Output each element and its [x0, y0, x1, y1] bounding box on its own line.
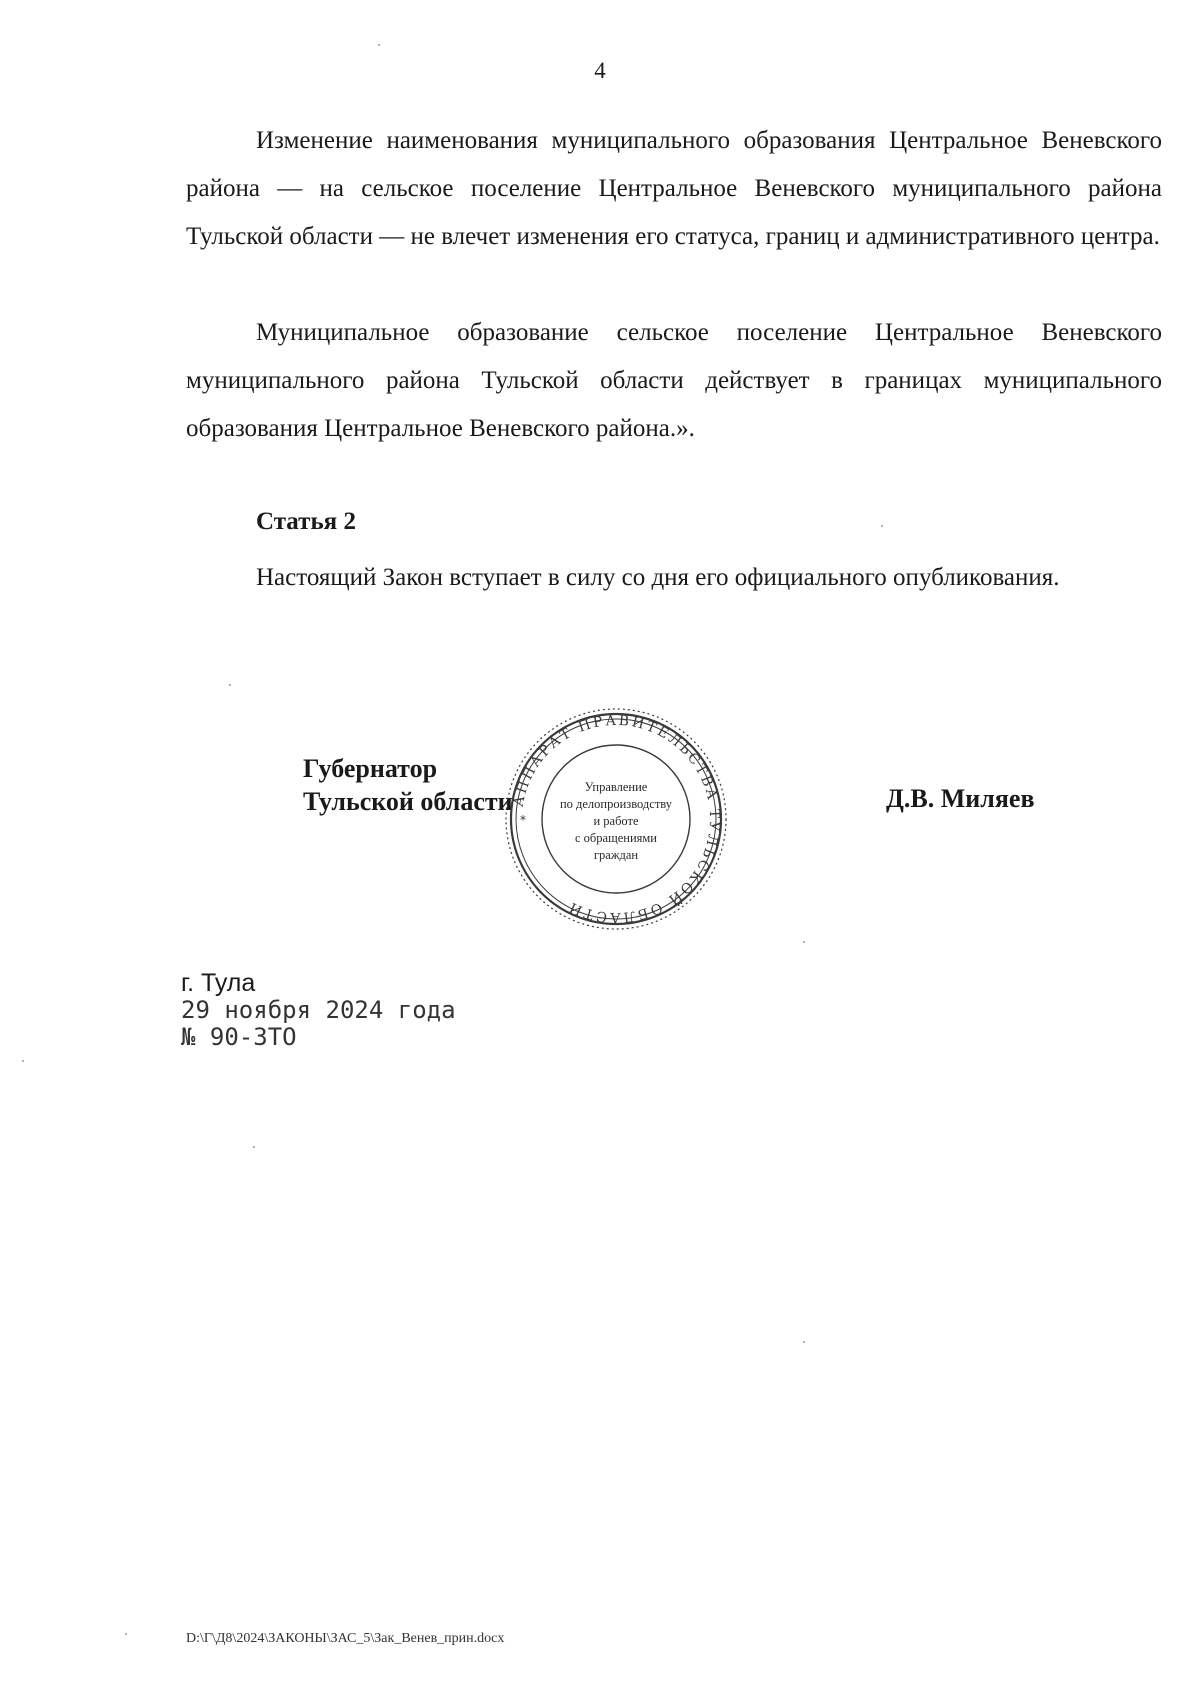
law-meta — [181, 970, 456, 1051]
meta-city: г. Тула — [181, 969, 256, 997]
stamp-center-line: с обращениями — [575, 831, 657, 845]
governor-title — [303, 752, 513, 818]
stamp-ring-text: АППАРАТ ПРАВИТЕЛЬСТВА ТУЛЬСКОЙ ОБЛАСТИ — [510, 712, 723, 926]
article-title: Статья 2 — [256, 508, 356, 535]
paragraph-text: Муниципальное образование сельское поселение Центральное Веневского муниципального района Тульской области действует в границах муниципального образования Центральное Веневского района.». — [186, 319, 1162, 442]
governor-name: Д.В. Миляев — [886, 784, 1035, 813]
governor-title-line2: Тульской области — [303, 787, 513, 816]
scan-speck — [22, 1060, 24, 1062]
stamp-star-icon: * — [520, 813, 526, 827]
meta-date: 29 ноября 2024 года — [181, 996, 456, 1024]
scan-speck — [803, 941, 805, 943]
stamp-center-line: граждан — [593, 848, 639, 862]
governor-title-line1: Губернатор — [303, 754, 438, 783]
official-stamp — [501, 706, 731, 932]
stamp-center-line: по делопроизводству — [559, 797, 673, 811]
paragraph-text: Изменение наименования муниципального образования Центральное Веневского района — на сельское поселение Центральное Веневского муниципального района Тульской области — не влечет изменения его статуса, границ и административного центра. — [186, 127, 1162, 250]
stamp-center-line: и работе — [593, 814, 639, 828]
scan-speck — [253, 1146, 255, 1148]
scan-speck — [803, 1341, 805, 1343]
paragraph-text: Настоящий Закон вступает в силу со дня его официального опубликования. — [256, 564, 1060, 591]
paragraph-boundaries — [186, 309, 1162, 453]
scan-speck — [378, 44, 380, 46]
scan-speck — [881, 525, 883, 527]
stamp-center-line: Управление — [584, 780, 648, 794]
footer-file-path: D:\Г\Д8\2024\ЗАКОНЫ\ЗАС_5\Зак_Венев_прин.docx — [186, 1631, 505, 1646]
paragraph-entry-into-force — [186, 554, 1162, 602]
page-number: 4 — [594, 58, 606, 83]
meta-number: № 90-ЗТО — [181, 1023, 297, 1051]
scan-speck — [229, 684, 231, 686]
paragraph-name-change — [186, 117, 1162, 261]
scan-speck — [125, 1633, 127, 1635]
stamp-center-text — [548, 779, 684, 864]
